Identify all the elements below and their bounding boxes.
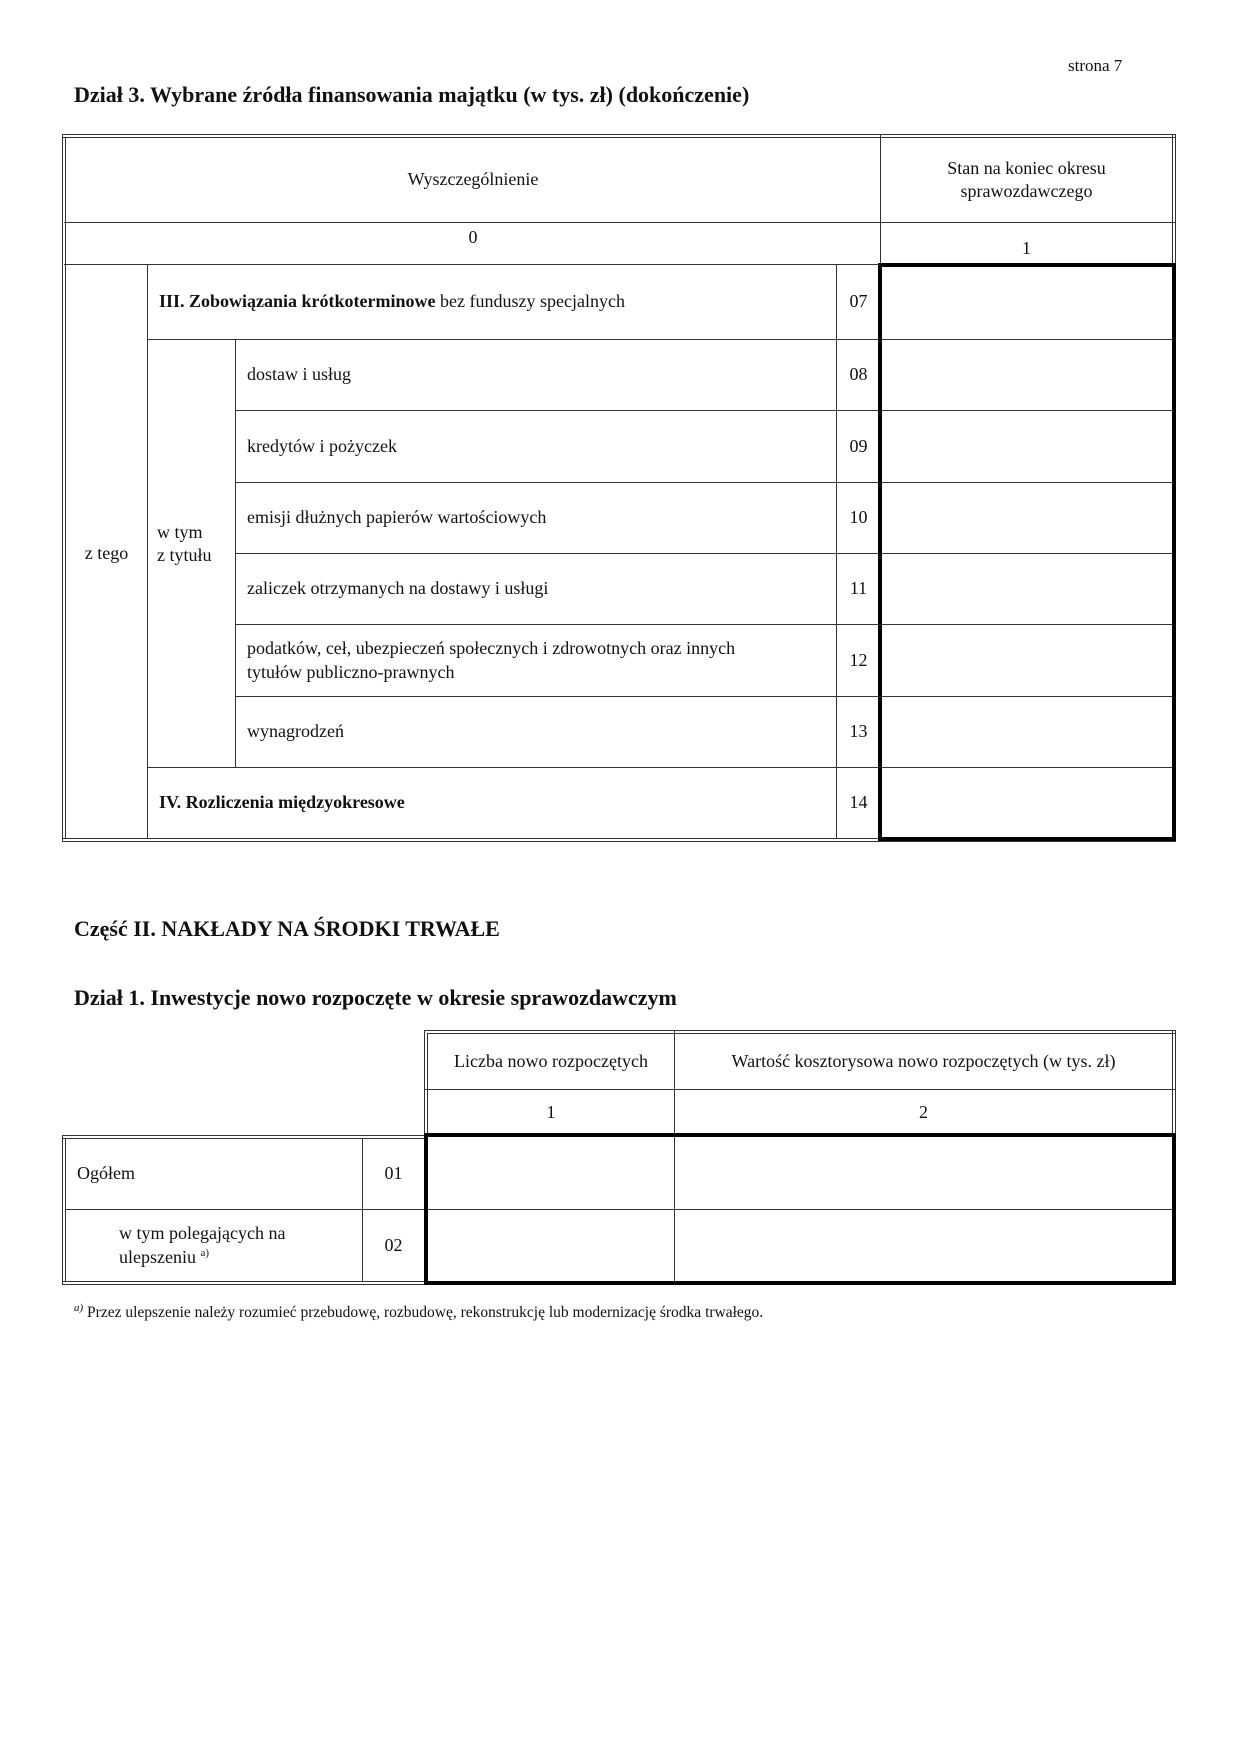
header-value-column: Stan na koniec okresu sprawozdawczego: [947, 157, 1106, 201]
part-heading-czesc-2: Część II. NAKŁADY NA ŚRODKI TRWAŁE: [74, 916, 500, 941]
row-code: 14: [849, 792, 868, 813]
row-label-podatkow-cel-ubezpieczen: podatków, ceł, ubezpieczeń społecznych i zdrowotnych oraz innych tytułów publiczno-prawnych: [247, 638, 736, 682]
value-input-row-11[interactable]: [882, 554, 1172, 624]
page-number: strona 7: [1068, 56, 1123, 75]
footnote-marker: a): [74, 1302, 84, 1314]
column-index-1: 1: [1022, 238, 1031, 259]
group-label-z-tego: z tego: [84, 543, 129, 564]
row-label-kredytow-i-pozyczek: kredytów i pożyczek: [247, 435, 397, 456]
footnote: [74, 1302, 763, 1322]
row-code: 08: [849, 364, 868, 385]
row-label-rozliczenia-miedzyokresowe: IV. Rozliczenia międzyokresowe: [159, 792, 405, 813]
section-heading-dzial-3: Dział 3. Wybrane źródła finansowania majątku (w tys. zł) (dokończenie): [74, 82, 750, 107]
column-index-2: 2: [919, 1101, 928, 1122]
subgroup-label-w-tym-z-tytulu: w tym z tytułu: [157, 521, 212, 565]
value-input-row-13[interactable]: [882, 697, 1172, 767]
value-input-row-09[interactable]: [882, 411, 1172, 482]
count-input-row-02[interactable]: [428, 1210, 674, 1281]
cost-input-row-02[interactable]: [675, 1210, 1172, 1281]
header-liczba-nowo-rozpoczetych: Liczba nowo rozpoczętych: [454, 1050, 648, 1071]
value-input-row-10[interactable]: [882, 483, 1172, 553]
value-input-row-12[interactable]: [882, 625, 1172, 696]
value-input-row-08[interactable]: [882, 340, 1172, 410]
row-code: 07: [849, 291, 868, 312]
column-index-1: 1: [546, 1101, 556, 1122]
footnote-marker: a): [200, 1246, 210, 1259]
value-input-row-14[interactable]: [882, 768, 1172, 836]
row-label-zobowiazania-krotkoterminowe: III. Zobowiązania krótkoterminowe bez funduszy specjalnych: [159, 291, 625, 312]
row-label-ogolem: Ogółem: [77, 1163, 135, 1184]
column-index-0: 0: [468, 227, 478, 248]
row-label-zaliczek-otrzymanych: zaliczek otrzymanych na dostawy i usługi: [247, 578, 549, 599]
header-description: Wyszczególnienie: [407, 169, 539, 190]
count-input-row-01[interactable]: [428, 1137, 674, 1209]
row-code: 09: [849, 435, 868, 456]
row-code: 11: [849, 578, 868, 599]
footnote-text: Przez ulepszenie należy rozumieć przebudowę, rozbudowę, rekonstrukcję lub modernizację środka trwałego.: [83, 1304, 764, 1322]
row-code: 10: [849, 507, 868, 528]
row-label-wynagrodzen: wynagrodzeń: [247, 721, 344, 742]
row-code: 12: [849, 649, 868, 670]
section-heading-dzial-1: Dział 1. Inwestycje nowo rozpoczęte w okresie sprawozdawczym: [74, 985, 677, 1010]
row-label-w-tym-polegajacych-na-ulepszeniu: w tym polegających na ulepszeniu $^{a)}$: [119, 1223, 286, 1267]
row-code: 01: [384, 1163, 403, 1184]
cost-input-row-01[interactable]: [675, 1137, 1172, 1209]
row-label-emisji-dluznych-papierow: emisji dłużnych papierów wartościowych: [247, 507, 547, 528]
row-code: 13: [849, 721, 868, 742]
header-wartosc-kosztorysowa: Wartość kosztorysowa nowo rozpoczętych (w tys. zł): [731, 1050, 1116, 1071]
row-code: 02: [384, 1234, 403, 1255]
row-label-dostaw-i-uslug: dostaw i usług: [247, 364, 352, 385]
value-input-row-07[interactable]: [882, 267, 1172, 339]
